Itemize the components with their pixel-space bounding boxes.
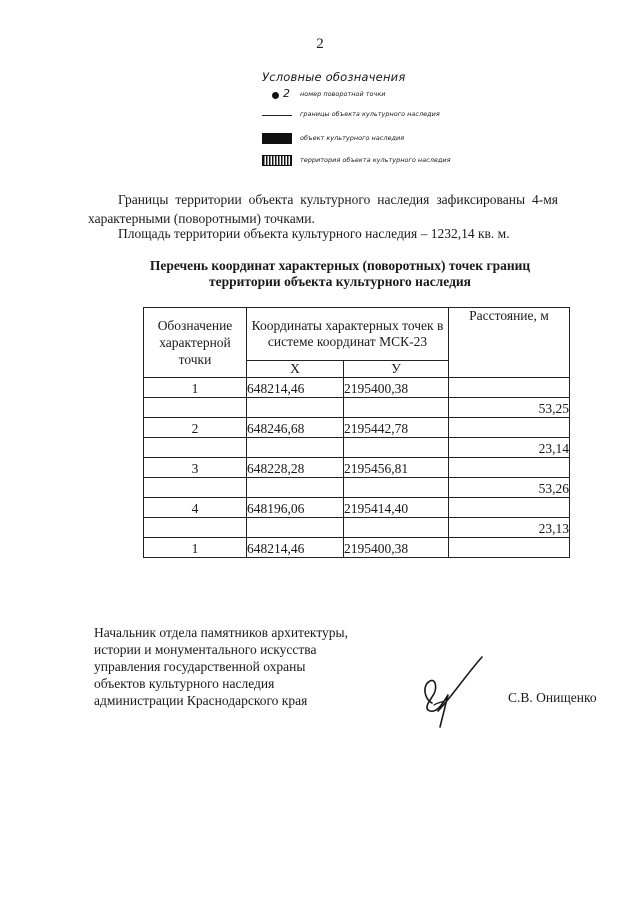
dot-icon <box>272 92 279 99</box>
distance-cell: 53,26 <box>449 478 570 498</box>
distance-cell <box>449 418 570 438</box>
table-row <box>144 458 570 478</box>
legend-item-text: территория объекта культурного наследия <box>300 156 451 164</box>
point-cell: 1 <box>144 378 247 398</box>
y-cell: 2195456,81 <box>344 458 449 478</box>
point-cell <box>144 438 247 458</box>
page-number: 2 <box>316 36 324 52</box>
paragraph-line: характерными (поворотными) точками. <box>88 211 315 226</box>
legend-title: Условные обозначения <box>262 70 406 84</box>
table-row <box>144 538 570 558</box>
y-cell <box>344 438 449 458</box>
table-row <box>144 398 570 418</box>
turning-point-symbol <box>262 88 292 102</box>
header-x: X <box>247 361 344 378</box>
handwritten-signature <box>410 655 490 735</box>
legend-point-number: 2 <box>283 87 290 100</box>
table-row <box>144 498 570 518</box>
x-cell: 648228,28 <box>247 458 344 478</box>
y-cell <box>344 478 449 498</box>
table-title-line: Перечень координат характерных (поворотных) точек границ <box>149 258 531 273</box>
distance-cell: 23,13 <box>449 518 570 538</box>
distance-cell <box>449 498 570 518</box>
table-row <box>144 518 570 538</box>
black-fill-symbol <box>262 132 292 146</box>
distance-cell: 23,14 <box>449 438 570 458</box>
table-row <box>144 438 570 458</box>
point-cell: 2 <box>144 418 247 438</box>
x-cell <box>247 518 344 538</box>
legend-item-text: объект культурного наследия <box>300 134 405 142</box>
table-title-line: территории объекта культурного наследия <box>209 274 471 289</box>
paragraph-line: Границы территории объекта культурного наследия зафиксированы 4-мя <box>118 192 558 207</box>
x-cell: 648246,68 <box>247 418 344 438</box>
x-cell <box>247 438 344 458</box>
coordinates-table <box>143 307 570 558</box>
x-cell: 648196,06 <box>247 498 344 518</box>
header-distance: Расстояние, м <box>449 308 570 378</box>
header-coordinates: Координаты характерных точек в системе координат МСК-23 <box>247 308 449 361</box>
signatory-name: С.В. Онищенко <box>508 690 597 705</box>
point-cell <box>144 478 247 498</box>
point-cell <box>144 398 247 418</box>
header-designation: Обозначение характерной точки <box>144 308 247 378</box>
x-cell: 648214,46 <box>247 538 344 558</box>
boundary-line-symbol <box>262 108 292 122</box>
boundaries-paragraph <box>88 190 558 228</box>
table-row <box>144 378 570 398</box>
y-cell <box>344 518 449 538</box>
distance-cell <box>449 538 570 558</box>
x-cell <box>247 478 344 498</box>
legend-item-text: границы объекта культурного наследия <box>300 110 440 118</box>
table-title <box>100 258 580 290</box>
y-cell: 2195400,38 <box>344 378 449 398</box>
point-cell: 3 <box>144 458 247 478</box>
point-cell <box>144 518 247 538</box>
legend-item-text: номер поворотной точки <box>300 90 386 98</box>
y-cell: 2195400,38 <box>344 538 449 558</box>
hatch-symbol <box>262 154 292 168</box>
x-cell <box>247 398 344 418</box>
header-y: У <box>344 361 449 378</box>
distance-cell <box>449 458 570 478</box>
y-cell: 2195414,40 <box>344 498 449 518</box>
signatory-position: Начальник отдела памятников архитектуры, истории и монументального искусства управления государственной охраны объектов культурного наследия администрации Краснодарского края <box>94 625 348 708</box>
point-cell: 1 <box>144 538 247 558</box>
point-cell: 4 <box>144 498 247 518</box>
distance-cell <box>449 378 570 398</box>
distance-cell: 53,25 <box>449 398 570 418</box>
table-row <box>144 478 570 498</box>
table-row <box>144 418 570 438</box>
area-paragraph: Площадь территории объекта культурного наследия – 1232,14 кв. м. <box>118 226 510 241</box>
y-cell: 2195442,78 <box>344 418 449 438</box>
x-cell: 648214,46 <box>247 378 344 398</box>
y-cell <box>344 398 449 418</box>
